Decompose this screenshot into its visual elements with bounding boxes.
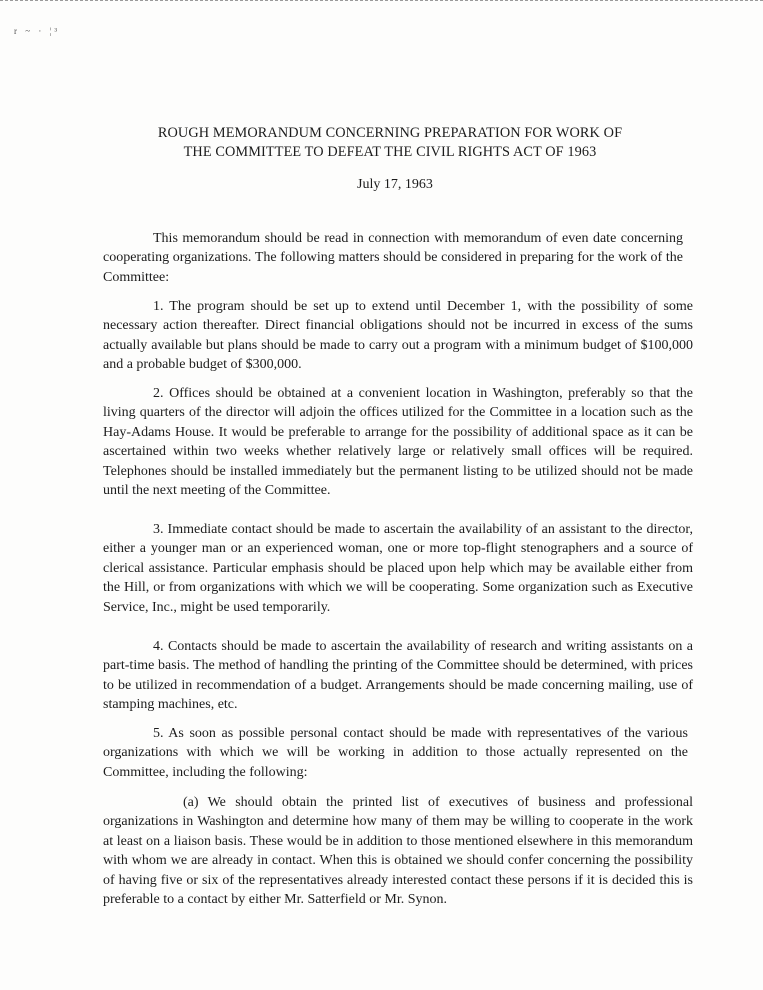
document-title-line-1: ROUGH MEMORANDUM CONCERNING PREPARATION FOR WORK OF (157, 125, 623, 141)
paragraph-item-5: 5. As soon as possible personal contact should be made with representatives of the various organizations with which we will be working in addition to those actually represented on the Committee, including the following: (103, 726, 688, 780)
corner-marks: r ~ · ¦³ (14, 26, 61, 36)
paragraph-item-2: 2. Offices should be obtained at a convenient location in Washington, preferably so that the living quarters of the director will adjoin the offices utilized for the Committee in a location such as the Hay-Adams House. It would be preferable to arrange for the possibility of additional space as it can be ascertained within two weeks whether relatively large or relatively small offices will be required. Telephones should be installed immediately but the permanent listing to be utilized should not be made until the next meeting of the Committee. (103, 386, 693, 499)
document-title-line-2: THE COMMITTEE TO DEFEAT THE CIVIL RIGHTS ACT OF 1963 (183, 144, 597, 160)
paragraph-intro: This memorandum should be read in connection with memorandum of even date concerning cooperating organizations. The following matters should be considered in preparing for the work of the Committee: (103, 231, 683, 285)
paragraph-item-1: 1. The program should be set up to extend until December 1, with the possibility of some necessary action thereafter. Direct financial obligations should not be incurred in excess of the sums actually available but plans should be made to carry out a program with a minimum budget of $100,000 and a probable budget of $300,000. (103, 299, 693, 373)
paragraph-item-4: 4. Contacts should be made to ascertain the availability of research and writing assistants on a part-time basis. The method of handling the printing of the Committee should be determined, with prices to be utilized in recommendation of a budget. Arrangements should be made concerning mailing, use of stamping machines, etc. (103, 639, 693, 713)
paragraph-item-3: 3. Immediate contact should be made to ascertain the availability of an assistant to the director, either a younger man or an experienced woman, one or more top-flight stenographers and a source of clerical assistance. Particular emphasis should be placed upon help which may be available either from the Hill, or from organizations with which we will be cooperating. Some organization such as Executive Service, Inc., might be used temporarily. (103, 522, 693, 615)
document-date: July 17, 1963 (357, 177, 433, 192)
paragraph-item-5a: (a) We should obtain the printed list of executives of business and professional organizations in Washington and determine how many of them may be willing to cooperate in the work at least on a liaison basis. These would be in addition to those mentioned elsewhere in this memorandum with whom we are already in contact. When this is obtained we should confer concerning the possibility of having five or six of the representatives already interested contact these persons if it is decided this is preferable to a contact by either Mr. Satterfield or Mr. Synon. (103, 795, 693, 908)
page-top-edge (0, 0, 763, 1)
